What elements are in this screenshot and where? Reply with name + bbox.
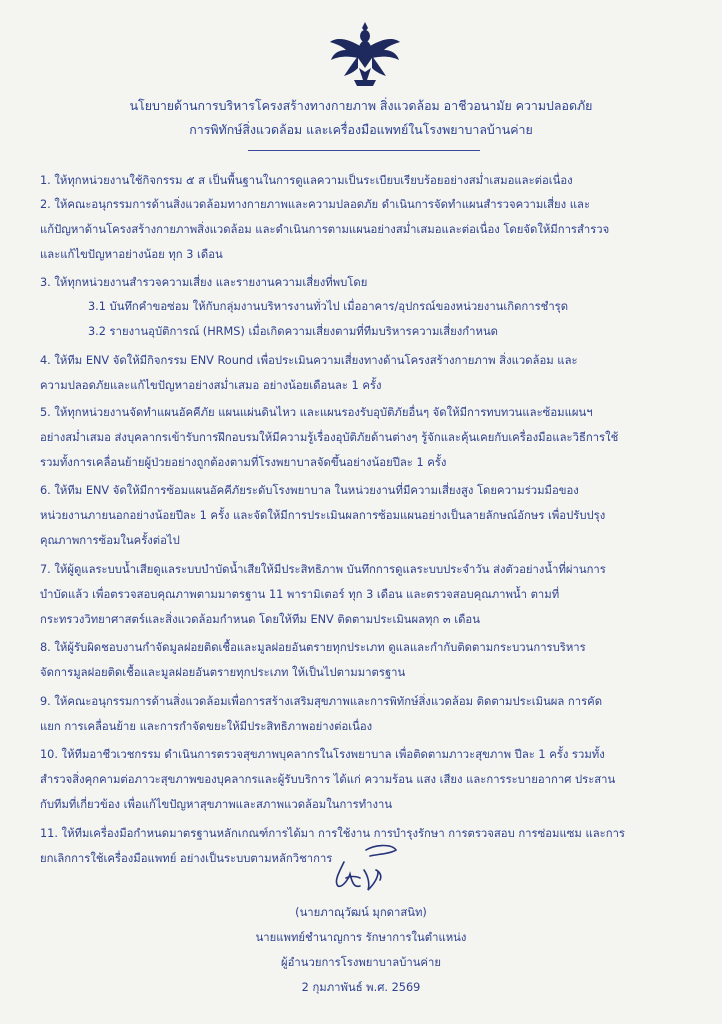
policy-item-4: [40, 348, 696, 398]
policy-item-3-2: 3.2 รายงานอุบัติการณ์ (HRMS) เมื่อเกิดความเสี่ยงตามที่ทีมบริหารความเสี่ยงกำหนด: [88, 325, 498, 338]
policy-item-5-line-3: รวมทั้งการเคลื่อนย้ายผู้ป่วยอย่างถูกต้องตามที่โรงพยาบาลจัดขึ้นอย่างน้อยปีละ 1 ครั้ง: [40, 456, 447, 469]
handwritten-signature-icon: [318, 840, 398, 898]
policy-item-8: [40, 635, 696, 685]
policy-item-1-line-1: 1. ให้ทุกหน่วยงานใช้กิจกรรม ๕ ส เป็นพื้นฐานในการดูแลความเป็นระเบียบเรียบร้อยอย่างสม่ำเสมอและต่อเนื่อง: [40, 174, 573, 187]
document-title-line-1: นโยบายด้านการบริหารโครงสร้างทางกายภาพ สิ่งแวดล้อม อาชีวอนามัย ความปลอดภัย: [129, 98, 593, 113]
policy-item-9: [40, 689, 696, 739]
policy-item-7-line-1: 7. ให้ผู้ดูแลระบบน้ำเสียดูแลระบบบำบัดน้ำเสียให้มีประสิทธิภาพ บันทึกการดูแลระบบประจำวัน ส่งตัวอย่างน้ำที่ผ่านการ: [40, 563, 606, 576]
policy-item-6-line-2: หน่วยงานภายนอกอย่างน้อยปีละ 1 ครั้ง และจัดให้มีการประเมินผลการซ้อมแผนอย่างเป็นลายลักษณ์อักษร เพื่อปรับปรุง: [40, 509, 606, 522]
policy-item-2-line-3: และแก้ไขปัญหาอย่างน้อย ทุก 3 เดือน: [40, 248, 223, 261]
policy-item-6-line-1: 6. ให้ทีม ENV จัดให้มีการซ้อมแผนอัคคีภัยระดับโรงพยาบาล ในหน่วยงานที่มีความเสี่ยงสูง โดยความร่วมมือของ: [40, 484, 579, 497]
policy-item-6: [40, 478, 696, 553]
policy-item-11-line-2: ยกเลิกการใช้เครื่องมือแพทย์ อย่างเป็นระบบตามหลักวิชาการ: [40, 852, 333, 865]
policy-item-10-line-2: สำรวจสิ่งคุกคามต่อภาวะสุขภาพของบุคลากรและผู้รับบริการ ได้แก่ ความร้อน แสง เสียง และการระบายอากาศ ประสาน: [40, 773, 616, 786]
policy-item-1: [40, 168, 696, 193]
policy-item-3-1: 3.1 บันทึกคำขอซ่อม ให้กับกลุ่มงานบริหารงานทั่วไป เมื่ออาคาร/อุปกรณ์ของหน่วยงานเกิดการชำรุด: [88, 300, 569, 313]
policy-item-8-line-1: 8. ให้ผู้รับผิดชอบงานกำจัดมูลฝอยติดเชื้อและมูลฝอยอันตรายทุกประเภท ดูแลและกำกับติดตามกระบวนการบริหาร: [40, 641, 586, 654]
policy-item-9-line-1: 9. ให้คณะอนุกรรมการด้านสิ่งแวดล้อมเพื่อการสร้างเสริมสุขภาพและการพิทักษ์สิ่งแวดล้อม ติดตามประเมินผล การคัด: [40, 695, 603, 708]
policy-item-10-line-3: กับทีมที่เกี่ยวข้อง เพื่อแก้ไขปัญหาสุขภาพและสภาพแวดล้อมในการทำงาน: [40, 798, 393, 811]
document-title-line-2: การพิทักษ์สิ่งแวดล้อม และเครื่องมือแพทย์ในโรงพยาบาลบ้านค่าย: [189, 122, 533, 137]
title-divider: [248, 150, 480, 151]
garuda-emblem-icon: [328, 20, 402, 90]
policy-item-3: [40, 270, 696, 295]
policy-item-2: [40, 192, 696, 267]
policy-item-7-line-2: บำบัดแล้ว เพื่อตรวจสอบคุณภาพตามมาตรฐาน 11 พารามิเตอร์ ทุก 3 เดือน และตรวจสอบคุณภาพน้ำ ตามที่: [40, 588, 560, 601]
policy-item-5-line-1: 5. ให้ทุกหน่วยงานจัดทำแผนอัคคีภัย แผนแผ่นดินไหว และแผนรองรับอุบัติภัยอื่นๆ จัดให้มีการทบทวนและซ้อมแผนฯ: [40, 406, 593, 419]
policy-item-5-line-2: อย่างสม่ำเสมอ ส่งบุคลากรเข้ารับการฝึกอบรมให้มีความรู้เรื่องอุบัติภัยด้านต่างๆ รู้จักและคุ้นเคยกับเครื่องมือและวิธีการใช้: [40, 431, 619, 444]
signer-position-2: ผู้อำนวยการโรงพยาบาลบ้านค่าย: [281, 956, 441, 969]
signer-name: (นายภาณุวัฒน์ มุกดาสนิท): [295, 906, 427, 919]
policy-item-5: [40, 400, 696, 475]
policy-item-8-line-2: จัดการมูลฝอยติดเชื้อและมูลฝอยอันตรายทุกประเภท ให้เป็นไปตามมาตรฐาน: [40, 666, 406, 679]
policy-item-9-line-2: แยก การเคลื่อนย้าย และการกำจัดขยะให้มีประสิทธิภาพอย่างต่อเนื่อง: [40, 720, 373, 733]
policy-item-2-line-2: แก้ปัญหาด้านโครงสร้างกายภาพสิ่งแวดล้อม และดำเนินการตามแผนอย่างสม่ำเสมอและต่อเนื่อง โดยจัดให้มีการสำรวจ: [40, 223, 610, 236]
policy-item-10: [40, 742, 696, 817]
policy-item-7: [40, 557, 696, 632]
policy-item-6-line-3: คุณภาพการซ้อมในครั้งต่อไป: [40, 534, 180, 547]
policy-item-7-line-3: กระทรวงวิทยาศาสตร์และสิ่งแวดล้อมกำหนด โดยให้ทีม ENV ติดตามประเมินผลทุก ๓ เดือน: [40, 613, 480, 626]
document-date: 2 กุมภาพันธ์ พ.ศ. 2569: [301, 981, 421, 994]
policy-item-4-line-2: ความปลอดภัยและแก้ไขปัญหาอย่างสม่ำเสมอ อย่างน้อยเดือนละ 1 ครั้ง: [40, 379, 382, 392]
policy-item-11-line-1: 11. ให้ทีมเครื่องมือกำหนดมาตรฐานหลักเกณฑ์การได้มา การใช้งาน การบำรุงรักษา การตรวจสอบ การซ่อมแซม และการ: [40, 827, 625, 840]
policy-item-4-line-1: 4. ให้ทีม ENV จัดให้มีกิจกรรม ENV Round เพื่อประเมินความเสี่ยงทางด้านโครงสร้างกายภาพ สิ่งแวดล้อม และ: [40, 354, 578, 367]
signer-position-1: นายแพทย์ชำนาญการ รักษาการในตำแหน่ง: [255, 931, 467, 944]
policy-item-3-sub: [88, 294, 698, 344]
policy-item-10-line-1: 10. ให้ทีมอาชีวเวชกรรม ดำเนินการตรวจสุขภาพบุคลากรในโรงพยาบาล เพื่อติดตามภาวะสุขภาพ ปีละ 1 ครั้ง รวมทั้ง: [40, 748, 605, 761]
policy-item-2-line-1: 2. ให้คณะอนุกรรมการด้านสิ่งแวดล้อมทางกายภาพและความปลอดภัย ดำเนินการจัดทำแผนสำรวจความเสี่ยง และ: [40, 198, 591, 211]
policy-item-3-line-1: 3. ให้ทุกหน่วยงานสำรวจความเสี่ยง และรายงานความเสี่ยงที่พบโดย: [40, 276, 368, 289]
